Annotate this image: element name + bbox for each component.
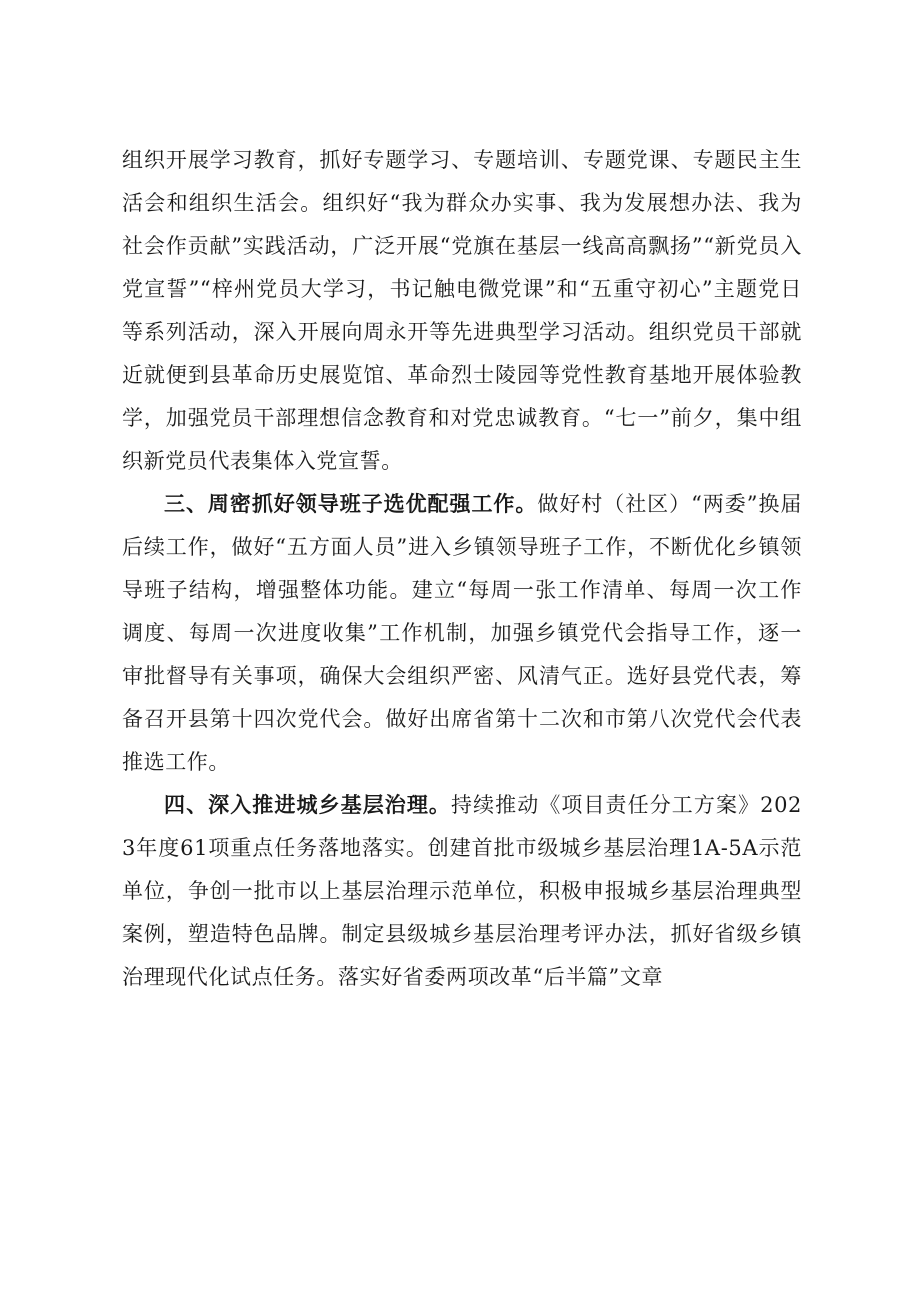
- paragraph-text: 组织开展学习教育，抓好专题学习、专题培训、专题党课、专题民主生活会和组织生活会。组织好“我为群众办实事、我为发展想办法、我为社会作贡献”实践活动，广泛开展“党旗在基层一线高高飘扬”“新党员入党宣誓”“梓州党员大学习，书记触电微党课”和“五重守初心”主题党日等系列活动，深入开展向周永开等先进典型学习活动。组织党员干部就近就便到县革命历史展览馆、革命烈士陵园等党性教育基地开展体验教学，加强党员干部理想信念教育和对党忠诚教育。“七一”前夕，集中组织新党员代表集体入党宣誓。: [122, 148, 802, 473]
- document-body: [122, 139, 802, 999]
- paragraph-text: 做好村（社区）“两委”换届后续工作，做好“五方面人员”进入乡镇领导班子工作，不断优化乡镇领导班子结构，增强整体功能。建立“每周一张工作清单、每周一次工作调度、每周一次进度收集”工作机制，加强乡镇党代会指导工作，逐一审批督导有关事项，确保大会组织严密、风清气正。选好县党代表，筹备召开县第十四次党代会。做好出席省第十二次和市第八次党代会代表推选工作。: [122, 492, 802, 774]
- paragraph-continuation: [122, 139, 802, 483]
- section-heading-three: 三、周密抓好领导班子选优配强工作。: [164, 492, 538, 516]
- paragraph-section-three: [122, 483, 802, 784]
- paragraph-section-four: [122, 784, 802, 999]
- paragraph-text: 持续推动《项目责任分工方案》2023年度61项重点任务落地落实。创建首批市级城乡基层治理1A-5A示范单位，争创一批市以上基层治理示范单位，积极申报城乡基层治理典型案例，塑造特色品牌。制定县级城乡基层治理考评办法，抓好省级乡镇治理现代化试点任务。落实好省委两项改革“后半篇”文章: [122, 793, 802, 989]
- section-heading-four: 四、深入推进城乡基层治理。: [164, 793, 452, 817]
